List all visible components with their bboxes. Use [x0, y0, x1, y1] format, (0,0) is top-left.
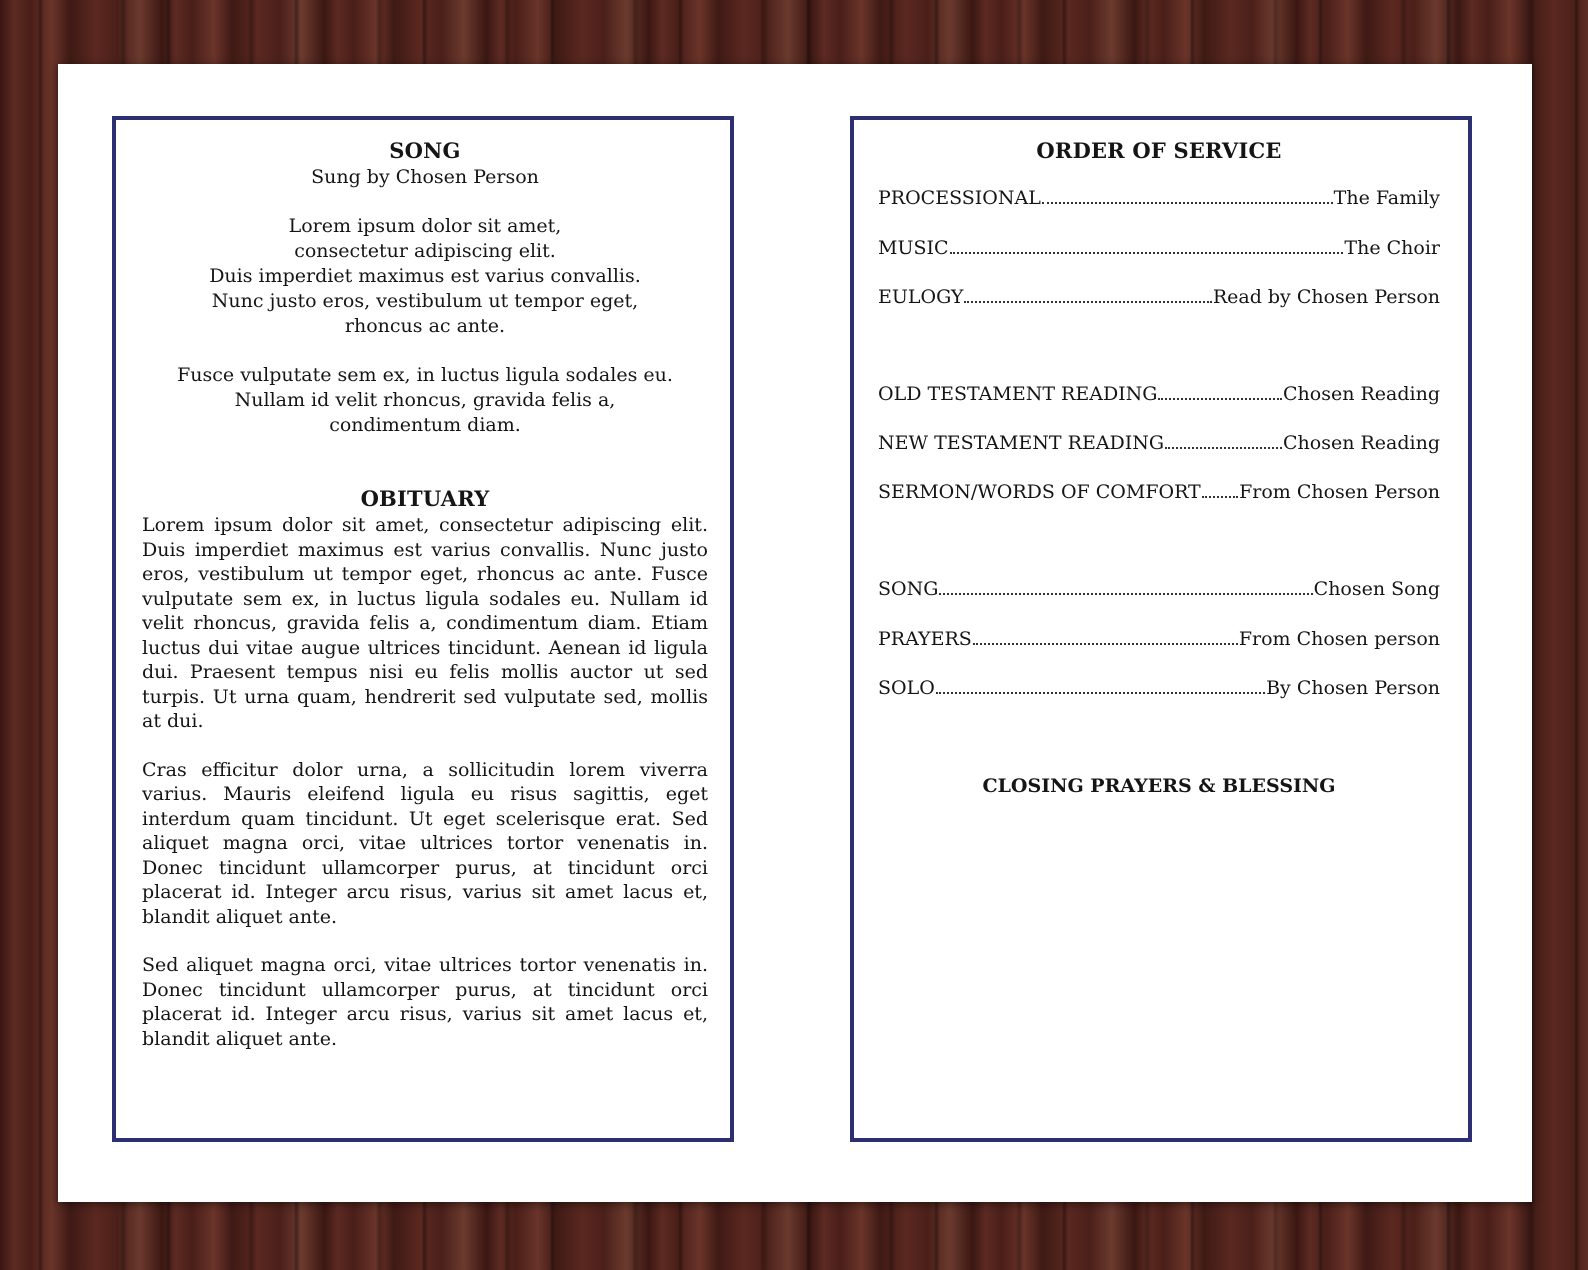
- song-line: Lorem ipsum dolor sit amet,: [288, 215, 562, 237]
- order-item-name: EULOGY: [878, 286, 964, 308]
- dot-leader: [973, 643, 1238, 645]
- order-item: [878, 578, 1440, 602]
- order-item-name: SERMON/WORDS OF COMFORT: [878, 481, 1201, 503]
- order-item-name: NEW TESTAMENT READING: [878, 432, 1165, 454]
- song-line: consectetur adipiscing elit.: [294, 240, 556, 262]
- song-line: Nullam id velit rhoncus, gravida felis a,: [234, 389, 616, 411]
- song-subtitle: Sung by Chosen Person: [311, 166, 539, 188]
- order-item: [878, 237, 1440, 261]
- order-item-name: SOLO: [878, 677, 935, 699]
- order-item: [878, 481, 1440, 505]
- order-item-name: PRAYERS: [878, 628, 972, 650]
- order-of-service: [878, 138, 1440, 797]
- order-group-1: [878, 187, 1440, 310]
- order-item-name: MUSIC: [878, 237, 949, 259]
- song-heading: SONG: [389, 138, 461, 163]
- order-group-3: [878, 578, 1440, 701]
- order-item: [878, 187, 1440, 211]
- order-item: [878, 432, 1440, 456]
- order-item-detail: The Family: [1333, 187, 1440, 209]
- order-of-service-heading: ORDER OF SERVICE: [1036, 138, 1282, 163]
- program-sheet: [58, 64, 1532, 1202]
- obituary-paragraph: Cras efficitur dolor urna, a sollicitudin lorem viverra varius. Mauris eleifend ligula eu risus sagittis, eget interdum quam tincidunt. Ut eget scelerisque erat. Sed aliquet magna orci, vitae ultrices tortor venenatis in. Donec tincidunt ullamcorper purus, at tincidunt orci placerat id. Integer arcu risus, varius sit amet lacus et, blandit aliquet ante.: [142, 758, 708, 928]
- obituary-paragraph: Lorem ipsum dolor sit amet, consectetur adipiscing elit. Duis imperdiet maximus est varius convallis. Nunc justo eros, vestibulum ut tempor eget, rhoncus ac ante. Fusce vulputate sem ex, in luctus ligula sodales eu. Nullam id velit rhoncus, gravida felis a, condimentum diam. Etiam luctus dui vitae augue ultrices tincidunt. Aenean id ligula dui. Praesent tempus nisi eu felis mollis auctor ut sed turpis. Ut urna quam, hendrerit sed vulputate sed, mollis at dui.: [142, 514, 708, 732]
- dot-leader: [936, 692, 1265, 694]
- song-stanza-1: [142, 214, 708, 339]
- obituary-paragraph: Sed aliquet magna orci, vitae ultrices tortor venenatis in. Donec tincidunt ullamcorper purus, at tincidunt orci placerat id. Integer arcu risus, varius sit amet lacus et, blandit aliquet ante.: [142, 954, 708, 1050]
- song-line: Nunc justo eros, vestibulum ut tempor eget,: [211, 290, 639, 312]
- order-item-name: OLD TESTAMENT READING: [878, 383, 1158, 405]
- left-panel: [112, 116, 734, 1142]
- dot-leader: [939, 593, 1312, 595]
- dot-leader: [1042, 202, 1333, 204]
- order-item-detail: The Choir: [1344, 237, 1440, 259]
- order-item-detail: Chosen Reading: [1282, 432, 1440, 454]
- order-item-name: SONG: [878, 578, 939, 600]
- order-item-detail: By Chosen Person: [1266, 677, 1440, 699]
- order-item-detail: From Chosen Person: [1239, 481, 1440, 503]
- song-stanza-2: [142, 363, 708, 438]
- order-item: [878, 677, 1440, 701]
- left-panel-content: [142, 138, 708, 1051]
- order-item-detail: Read by Chosen Person: [1212, 286, 1440, 308]
- closing-prayers-heading: CLOSING PRAYERS & BLESSING: [982, 775, 1336, 797]
- dot-leader: [1202, 496, 1238, 498]
- song-line: Duis imperdiet maximus est varius convallis.: [209, 265, 641, 287]
- right-panel: [850, 116, 1472, 1142]
- order-item-detail: From Chosen person: [1238, 628, 1440, 650]
- obituary-heading: OBITUARY: [360, 486, 490, 511]
- order-item: [878, 286, 1440, 310]
- song-line: condimentum diam.: [329, 414, 521, 436]
- order-item-name: PROCESSIONAL: [878, 187, 1041, 209]
- dot-leader: [950, 252, 1344, 254]
- order-item: [878, 628, 1440, 652]
- song-line: Fusce vulputate sem ex, in luctus ligula sodales eu.: [177, 364, 673, 386]
- dot-leader: [964, 301, 1211, 303]
- dot-leader: [1158, 398, 1282, 400]
- dot-leader: [1165, 447, 1282, 449]
- order-item-detail: Chosen Reading: [1282, 383, 1440, 405]
- order-item: [878, 383, 1440, 407]
- order-item-detail: Chosen Song: [1313, 578, 1440, 600]
- song-line: rhoncus ac ante.: [344, 315, 506, 337]
- order-group-2: [878, 383, 1440, 505]
